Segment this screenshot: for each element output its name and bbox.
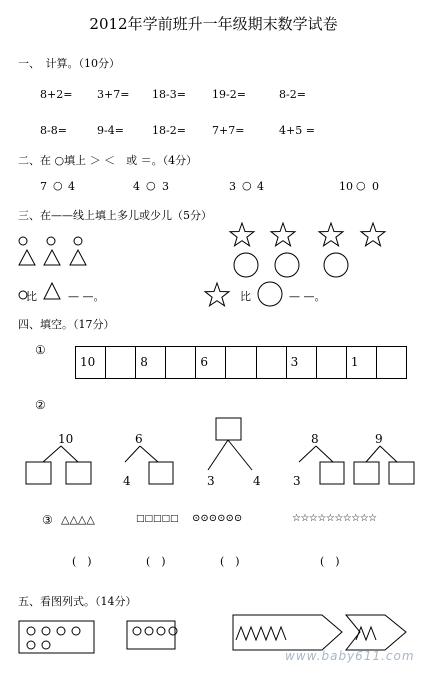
sequence-cell[interactable]: 8 bbox=[136, 347, 166, 378]
triangle-icon bbox=[19, 250, 35, 265]
answer-box bbox=[149, 462, 173, 484]
section-5-heading: 五、看图列式。（14分） bbox=[18, 595, 137, 608]
equation: 18-3= bbox=[152, 88, 186, 101]
compare-right: 4 bbox=[257, 180, 264, 193]
equation: 8-2= bbox=[279, 88, 306, 101]
star-icon bbox=[205, 283, 229, 306]
compare-label: 比 bbox=[240, 290, 251, 303]
answer-parentheses[interactable]: ( ) bbox=[146, 555, 166, 568]
star-group: ☆☆☆☆☆☆☆☆☆☆ bbox=[292, 513, 377, 524]
answer-box bbox=[216, 418, 241, 440]
star-icon bbox=[319, 223, 343, 246]
section-2-heading: 二、在 ○填上 ＞ ＜ 或 ＝。（4分） bbox=[18, 154, 198, 167]
tree-top-number: 8 bbox=[311, 432, 319, 446]
sequence-cell[interactable]: 10 bbox=[76, 347, 106, 378]
equation: 18-2= bbox=[152, 124, 186, 137]
small-circle-icon bbox=[19, 291, 27, 299]
tree-top-number: 10 bbox=[58, 432, 74, 446]
compare-label: 比 bbox=[26, 290, 37, 303]
tree-left-number: 4 bbox=[123, 474, 131, 488]
item-marker: ② bbox=[35, 398, 46, 412]
compare-circle-icon[interactable]: ○ bbox=[146, 179, 156, 192]
circle-icon bbox=[275, 253, 299, 277]
compare-circle-icon[interactable]: ○ bbox=[53, 179, 63, 192]
equation: 8-8= bbox=[40, 124, 67, 137]
equation: 7+7= bbox=[212, 124, 245, 137]
compare-circle-icon[interactable]: ○ bbox=[356, 179, 366, 192]
compare-left: 3 bbox=[229, 180, 236, 193]
compare-left: 10 bbox=[339, 180, 353, 193]
small-circle-icon bbox=[47, 237, 55, 245]
equation: 8+2= bbox=[40, 88, 73, 101]
tree-top-number: 6 bbox=[135, 432, 143, 446]
equation: 4+5 = bbox=[279, 124, 315, 137]
circle-icon bbox=[258, 282, 282, 306]
triangle-group: △△△△ bbox=[61, 513, 95, 526]
watermark: www.baby611.com bbox=[285, 649, 415, 663]
star-icon bbox=[271, 223, 295, 246]
answer-box bbox=[320, 462, 344, 484]
equation: 19-2= bbox=[212, 88, 246, 101]
dot-circle-group: ⊙⊙⊙⊙⊙⊙ bbox=[192, 513, 243, 524]
compare-right: 3 bbox=[162, 180, 169, 193]
compare-right: 4 bbox=[68, 180, 75, 193]
section-3-heading: 三、在——线上填上多儿或少儿（5分） bbox=[18, 209, 212, 222]
answer-parentheses[interactable]: ( ) bbox=[72, 555, 92, 568]
square-group: □□□□□ bbox=[136, 514, 179, 524]
tree-top-number: 9 bbox=[375, 432, 383, 446]
tree-left-number: 3 bbox=[293, 474, 301, 488]
section-1-heading: 一、 计算。（10分） bbox=[18, 57, 120, 70]
answer-blank[interactable]: — —。 bbox=[68, 290, 105, 303]
answer-box bbox=[354, 462, 379, 484]
tree-left-number: 3 bbox=[207, 474, 215, 488]
compare-right: 0 bbox=[372, 180, 379, 193]
equation: 9-4= bbox=[97, 124, 124, 137]
triangle-icon bbox=[70, 250, 86, 265]
compare-circle-icon[interactable]: ○ bbox=[242, 179, 252, 192]
answer-parentheses[interactable]: ( ) bbox=[320, 555, 340, 568]
sequence-cell[interactable]: 1 bbox=[347, 347, 377, 378]
star-icon bbox=[361, 223, 385, 246]
equation: 3+7= bbox=[97, 88, 130, 101]
answer-box bbox=[66, 462, 91, 484]
star-icon bbox=[230, 223, 254, 246]
small-circle-icon bbox=[74, 237, 82, 245]
page-title: 2012年学前班升一年级期末数学试卷 bbox=[89, 15, 338, 33]
item-marker: ③ bbox=[42, 513, 53, 527]
answer-box bbox=[389, 462, 414, 484]
small-circle-icon bbox=[19, 237, 27, 245]
sequence-cell[interactable]: 6 bbox=[196, 347, 226, 378]
tree-right-number: 4 bbox=[253, 474, 261, 488]
sequence-cell[interactable]: 3 bbox=[287, 347, 317, 378]
arrow-shape bbox=[346, 615, 406, 650]
answer-blank[interactable]: — —。 bbox=[289, 290, 326, 303]
section-4-heading: 四、填空。（17分） bbox=[18, 318, 115, 331]
circle-icon bbox=[324, 253, 348, 277]
compare-left: 7 bbox=[40, 180, 47, 193]
answer-parentheses[interactable]: ( ) bbox=[220, 555, 240, 568]
item-marker: ① bbox=[35, 343, 46, 357]
picture-box bbox=[19, 621, 94, 653]
compare-left: 4 bbox=[133, 180, 140, 193]
triangle-icon bbox=[44, 283, 60, 299]
circle-icon bbox=[234, 253, 258, 277]
answer-box bbox=[26, 462, 51, 484]
triangle-icon bbox=[44, 250, 60, 265]
